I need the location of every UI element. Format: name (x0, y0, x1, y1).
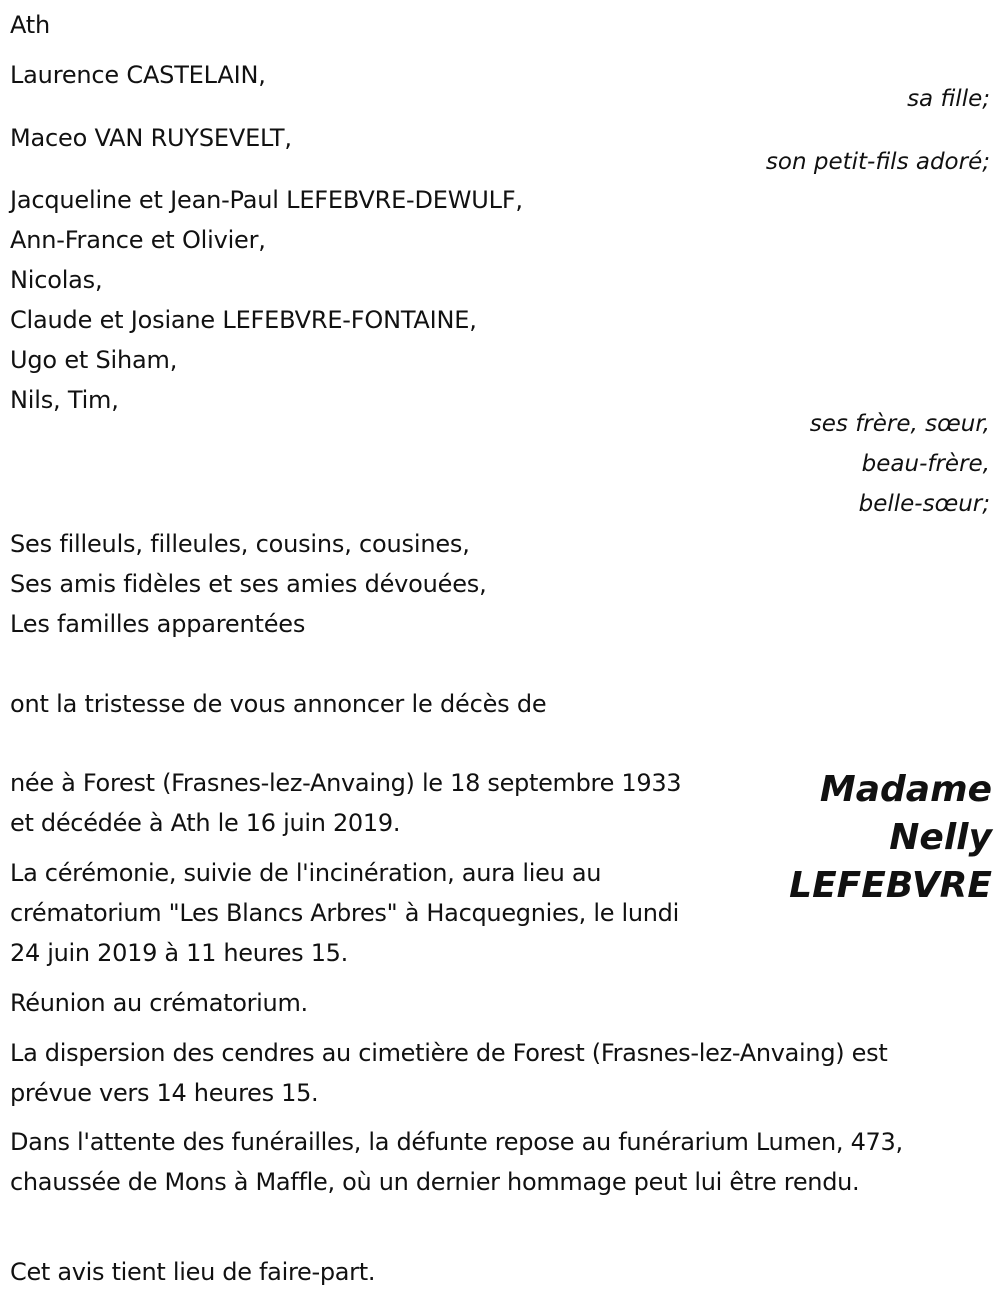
deceased-title: Madame (819, 769, 992, 810)
mourner-name: Claude et Josiane LEFEBVRE-FONTAINE, (10, 306, 477, 334)
deceased-name (789, 766, 992, 910)
notice-text: Cet avis tient lieu de faire-part. (10, 1258, 376, 1286)
mourner-relation: belle-sœur; (858, 491, 990, 517)
mourner-name: Ann-France et Olivier, (10, 226, 266, 254)
extended-family-line: Ses filleuls, filleules, cousins, cousines, (10, 530, 470, 558)
dispersion-text: La dispersion des cendres au cimetière de Forest (Frasnes-lez-Anvaing) est prévue vers 14 heures 15. (10, 1039, 888, 1107)
location: Ath (10, 11, 51, 39)
mourner-relation: sa fille; (907, 86, 990, 112)
deceased-first-name: Nelly (889, 817, 992, 858)
mourner-name: Ugo et Siham, (10, 346, 178, 374)
mourner-name: Laurence CASTELAIN, (10, 61, 266, 89)
extended-family-line: Les familles apparentées (10, 610, 306, 638)
ceremony-text: La cérémonie, suivie de l'incinération, aura lieu au crématorium "Les Blancs Arbres" à Hacquegnies, le lundi 24 juin 2019 à 11 heures 15. (10, 859, 679, 967)
mourner-name: Jacqueline et Jean-Paul LEFEBVRE-DEWULF, (10, 186, 523, 214)
birth-death-text: née à Forest (Frasnes-lez-Anvaing) le 18 septembre 1933 et décédée à Ath le 16 juin 2019. (10, 769, 682, 837)
announcement: ont la tristesse de vous annoncer le décès de (10, 690, 547, 718)
deceased-last-name: LEFEBVRE (789, 865, 992, 906)
extended-family-line: Ses amis fidèles et ses amies dévouées, (10, 570, 487, 598)
meeting-text: Réunion au crématorium. (10, 989, 308, 1017)
repose-text: Dans l'attente des funérailles, la défunte repose au funérarium Lumen, 473, chaussée de Mons à Maffle, où un dernier hommage peut lui être rendu. (10, 1128, 903, 1196)
mourner-relation: ses frère, sœur, (809, 411, 990, 437)
mourner-name: Nicolas, (10, 266, 103, 294)
mourner-relation: son petit-fils adoré; (765, 149, 990, 175)
mourner-relation: beau-frère, (861, 451, 990, 477)
mourner-name: Maceo VAN RUYSEVELT, (10, 124, 292, 152)
mourner-name: Nils, Tim, (10, 386, 119, 414)
